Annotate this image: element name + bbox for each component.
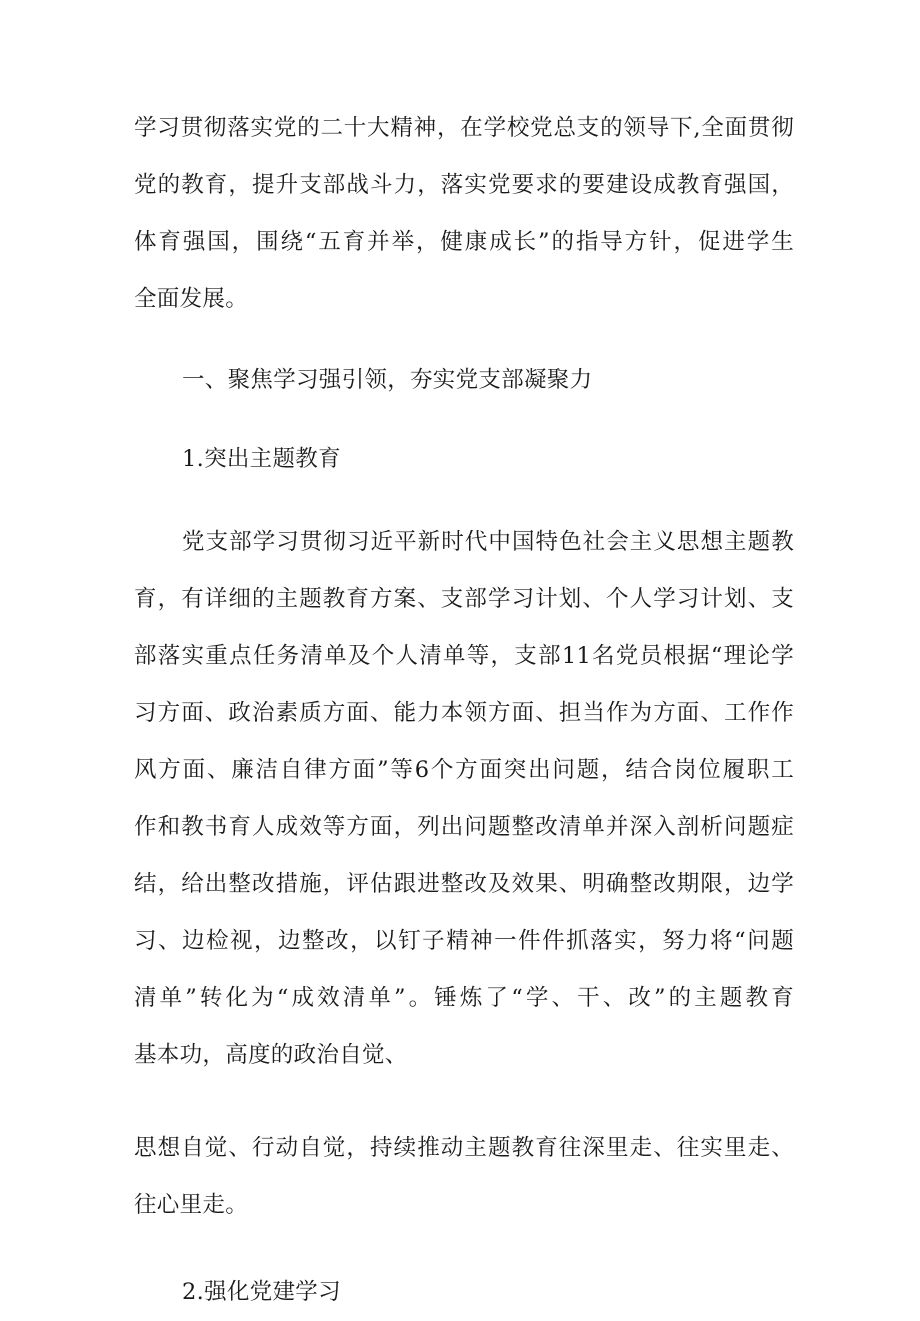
text-line: 结，给出整改措施，评估跟进整改及效果、明确整改期限，边学 [134,871,794,897]
text-line: 育，有详细的主题教育方案、支部学习计划、个人学习计划、支 [134,586,794,612]
text-line: 基本功，高度的政治自觉、 [134,1042,408,1068]
subsection-heading: 2.强化党建学习 [182,1279,341,1305]
text-line: 全面发展。 [134,286,249,312]
text-line: 党的教育，提升支部战斗力，落实党要求的要建设成教育强国， [134,172,794,198]
text-line: 部落实重点任务清单及个人清单等，支部11名党员根据“理论学 [134,643,794,669]
text-line: 习、边检视，边整改，以钉子精神一件件抓落实，努力将“问题 [134,928,794,954]
text-line: 学习贯彻落实党的二十大精神，在学校党总支的领导下,全面贯彻 [134,115,794,141]
text-line: 习方面、政治素质方面、能力本领方面、担当作为方面、工作作 [134,700,794,726]
section-heading: 一、聚焦学习强引领，夯实党支部凝聚力 [182,367,593,393]
text-line: 党支部学习贯彻习近平新时代中国特色社会主义思想主题教 [182,529,794,555]
paragraph-intro [134,100,794,328]
text-line: 作和教书育人成效等方面，列出问题整改清单并深入剖析问题症 [134,814,794,840]
text-line: 往心里走。 [134,1192,249,1218]
paragraph-theme-education [134,514,794,1084]
paragraph-continuation [134,1120,794,1234]
text-line: 清单”转化为“成效清单”。锤炼了“学、干、改”的主题教育 [134,985,794,1011]
text-line: 风方面、廉洁自律方面”等6个方面突出问题，结合岗位履职工 [134,757,794,783]
text-line: 思想自觉、行动自觉，持续推动主题教育往深里走、往实里走、 [134,1135,794,1161]
document-page [134,100,794,1321]
subsection-heading: 1.突出主题教育 [182,446,341,472]
text-line: 体育强国，围绕“五育并举，健康成长”的指导方针，促进学生 [134,229,794,255]
